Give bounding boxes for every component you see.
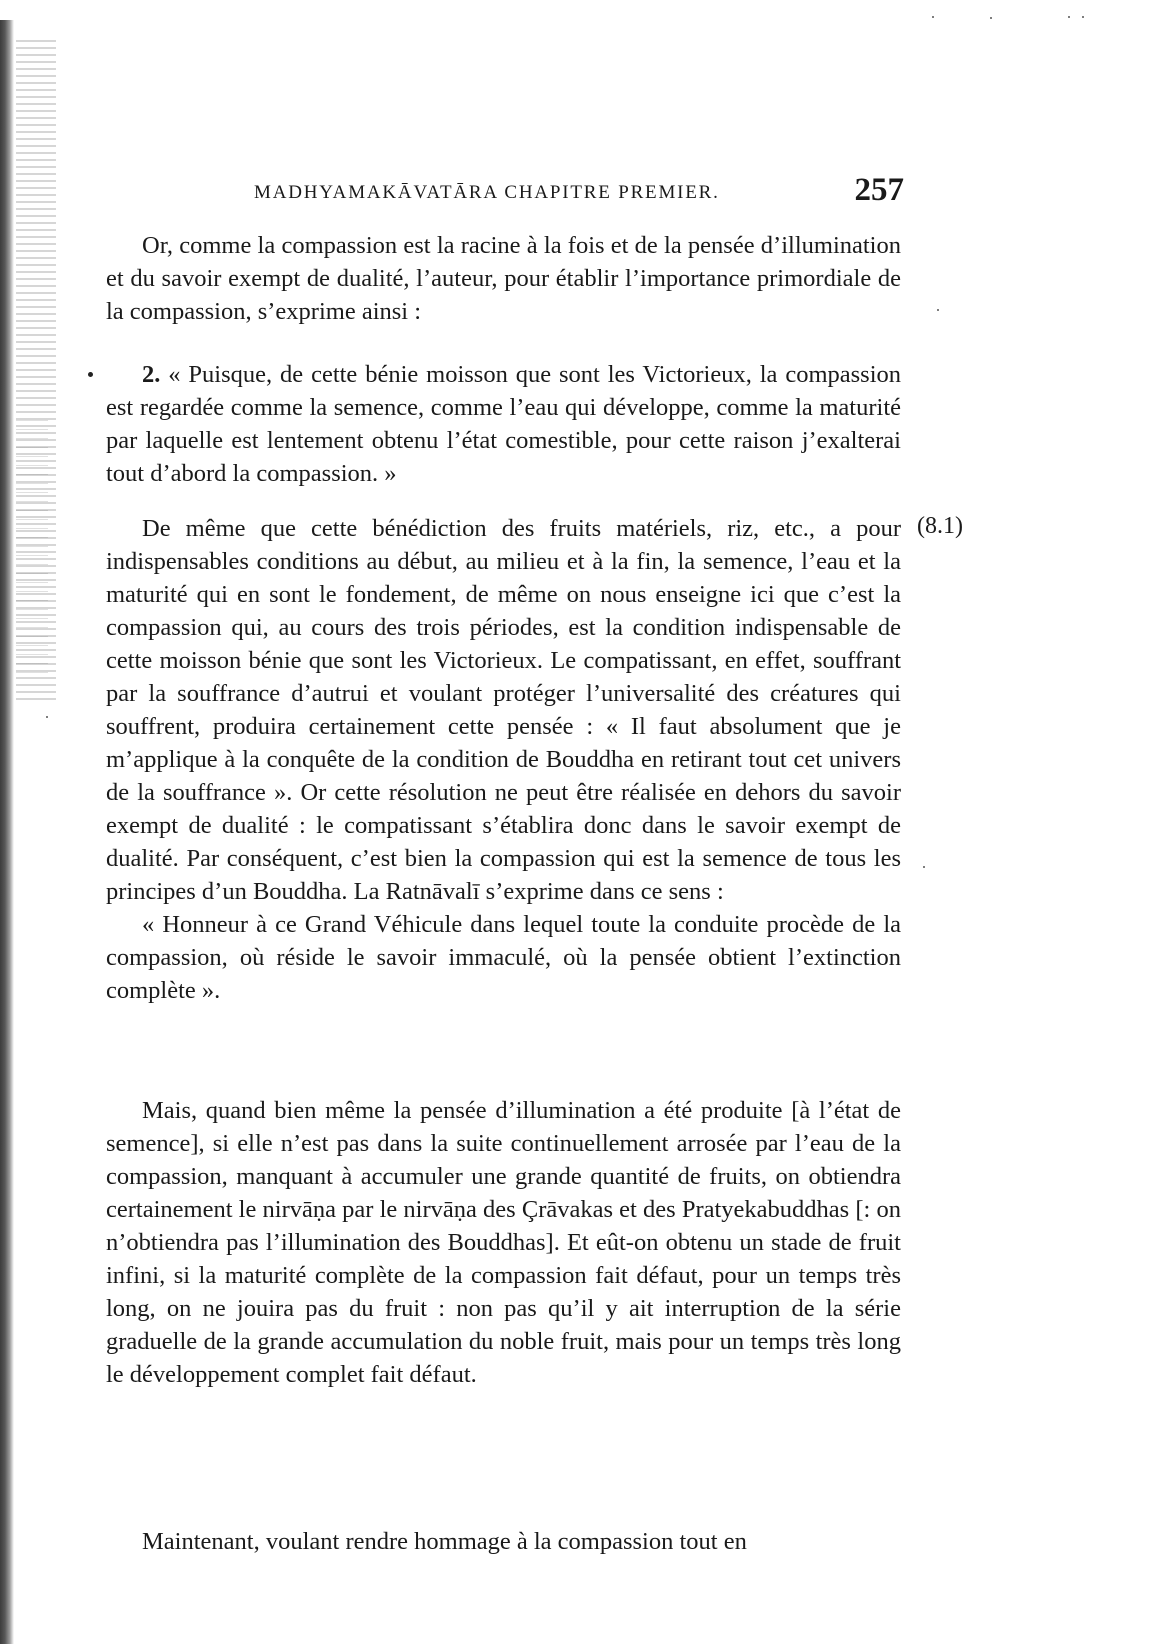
closing-paragraph: Maintenant, voulant rendre hommage à la compassion tout en (142, 1528, 747, 1555)
page-header (254, 172, 904, 212)
commentary-2-paragraph: Mais, quand bien même la pensée d’illumination a été produite [à l’état de semence], si elle n’est pas dans la suite continuellement arrosée par l’eau de la compassion, manquant à accumuler une grande quantité de fruits, on obtiendra certainement le nirvāṇa par le nirvāṇa des Çrāvakas et des Pratyekabuddhas [: on n’obtiendra pas l’illumination des Bouddhas]. Et eût-on obtenu un stade de fruit infini, si la maturité complète de la compassion fait défaut, pour un temps très long, on ne jouira pas du fruit : non pas qu’il y ait interruption de la série graduelle de la grande accumulation du noble fruit, mais pour un temps très long le développement complet fait défaut. (106, 1097, 901, 1388)
page-number: 257 (854, 172, 904, 208)
scan-speck (923, 866, 925, 868)
verse-text: « Puisque, de cette bénie moisson que sont les Victorieux, la compassion est regardée comme la semence, comme l’eau qui développe, comme la maturité par laquelle est lentement obtenu l’état comestible, pour cette raison j’exalterai tout d’abord la compassion. » (106, 361, 902, 487)
margin-dot (88, 372, 93, 377)
binding-shadow-lower (16, 420, 48, 680)
scan-speck (46, 716, 48, 718)
verse-paragraph (106, 358, 901, 490)
scan-speck (990, 17, 992, 19)
closing-block (106, 1525, 901, 1558)
verse-number: 2. (142, 361, 161, 388)
scan-speck (937, 309, 939, 311)
commentary-paragraph: De même que cette bénédiction des fruits matériels, riz, etc., a pour indispensables conditions au début, au milieu et à la fin, la semence, l’eau et la maturité qui en sont le fondement, de même on nous enseigne ici que c’est la compassion qui, au cours des trois périodes, est la condition indispensable de cette moisson bénie que sont les Victorieux. Le compatissant, en effet, souffrant par la souffrance d’autrui et voulant protéger l’universalité des créatures qui souffrent, produira certainement cette pensée : « Il faut absolument que je m’applique à la conquête de la condition de Bouddha en retirant tout cet univers de la souffrance ». Or cette résolution ne peut être réalisée en dehors du savoir exempt de dualité : le compatissant s’établira donc dans le savoir exempt de dualité. Par conséquent, c’est bien la compassion qui est la semence de tous les principes d’un Bouddha. La Ratnāvalī s’exprime dans ce sens : (106, 515, 901, 905)
scan-speck (1082, 16, 1084, 18)
scan-speck (932, 16, 934, 18)
running-head: MADHYAMAKĀVATĀRA CHAPITRE PREMIER. (254, 182, 720, 203)
verse-block (106, 358, 901, 490)
binding-edge (0, 20, 14, 1644)
intro-paragraph: Or, comme la compassion est la racine à la fois et de la pensée d’illumination et du savoir exempt de dualité, l’auteur, pour établir l’importance primordiale de la compassion, s’exprime ainsi : (106, 232, 901, 325)
ratnavali-quote: « Honneur à ce Grand Véhicule dans lequel toute la conduite procède de la compassion, où réside le savoir immaculé, où la pensée obtient l’extinction complète ». (106, 911, 901, 1004)
commentary-block (106, 512, 901, 1007)
scan-speck (1068, 16, 1070, 18)
intro-paragraph-block (106, 229, 901, 328)
commentary-2-block (106, 1094, 901, 1391)
margin-reference: (8.1) (917, 513, 963, 539)
